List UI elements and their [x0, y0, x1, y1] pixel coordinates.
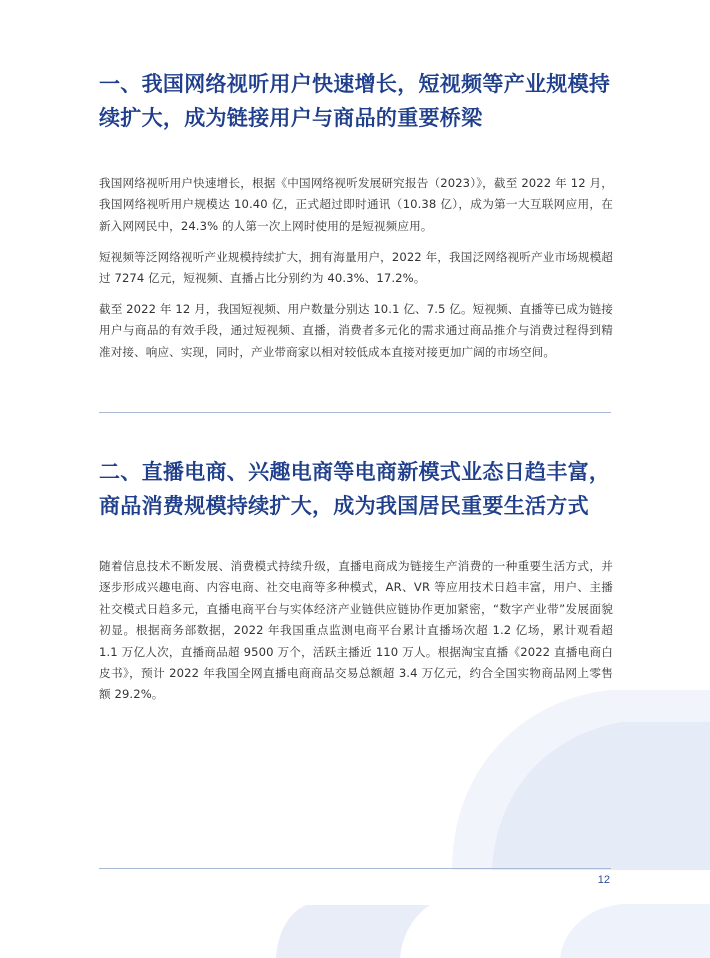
section-1-paragraph-2: 短视频等泛网络视听产业规模持续扩大，拥有海量用户，2022 年，我国泛网络视听产业市场规模超过 7274 亿元，短视频、直播占比分别约为 40.3%、17.2%。 [99, 250, 613, 286]
section-1-paragraph-1: 我国网络视听用户快速增长，根据《中国网络视听发展研究报告（2023）》，截至 2022 年 12 月，我国网络视听用户规模达 10.40 亿，正式超过即时通讯（10.38 亿），成为第一大互联网应用，在新入网网民中，24.3% 的人第一次上网时使用的是短视频应用。 [99, 176, 613, 233]
decor-arc-bottom [276, 905, 430, 958]
page-number: 12 [597, 874, 610, 886]
decor-arc-large [452, 690, 710, 870]
decor-arc-inner [492, 722, 710, 870]
section-2-heading: 二、直播电商、兴趣电商等电商新模式业态日趋丰富，商品消费规模持续扩大，成为我国居民重要生活方式 [99, 460, 611, 518]
section-divider [99, 412, 611, 413]
footer-divider [99, 868, 611, 869]
decor-arc-bottom-right [560, 904, 710, 958]
section-1-paragraph-3: 截至 2022 年 12 月，我国短视频、用户数量分别达 10.1 亿、7.5 亿。短视频、直播等已成为链接用户与商品的有效手段，通过短视频、直播，消费者多元化的需求通过商品推介与消费过程得到精准对接、响应、实现，同时，产业带商家以相对较低成本直接对接更加广阔的市场空间。 [99, 302, 613, 359]
section-1-heading: 一、我国网络视听用户快速增长，短视频等产业规模持续扩大，成为链接用户与商品的重要桥梁 [99, 72, 611, 130]
section-2-paragraph-1: 随着信息技术不断发展、消费模式持续升级，直播电商成为链接生产消费的一种重要生活方式，并逐步形成兴趣电商、内容电商、社交电商等多种模式，AR、VR 等应用技术日趋丰富，用户、主播社交模式日趋多元，直播电商平台与实体经济产业链供应链协作更加紧密，“数字产业带”发展面貌初显。根据商务部数据，2022 年我国重点监测电商平台累计直播场次超 1.2 亿场，累计观看超 1.1 万亿人次，直播商品超 9500 万个，活跃主播近 110 万人。根据淘宝直播《2022 直播电商白皮书》，预计 2022 年我国全网直播电商商品交易总额超 3.4 万亿元，约合全国实物商品网上零售额 29.2%。 [99, 559, 613, 702]
